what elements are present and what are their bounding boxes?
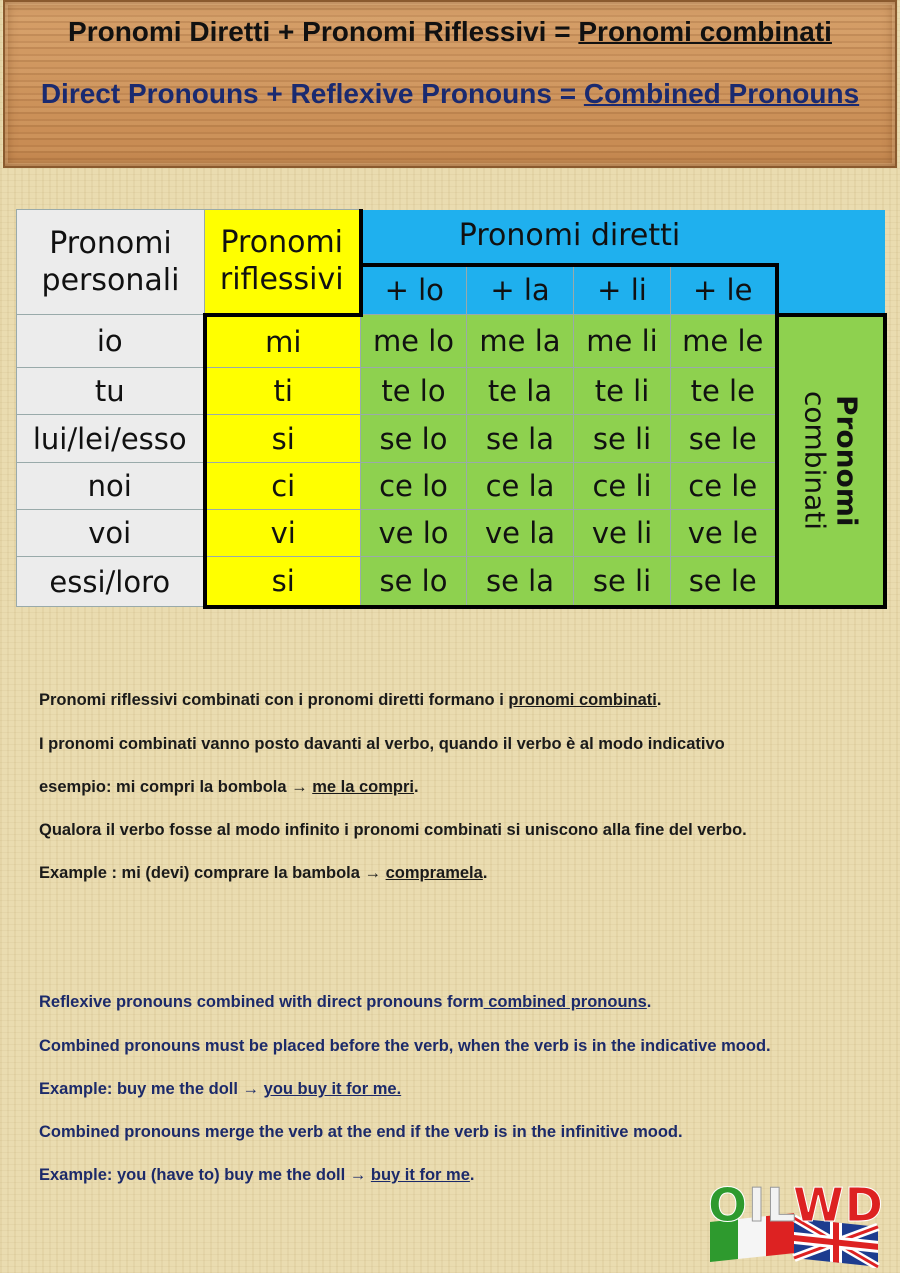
combo-cell: ve le <box>671 510 777 557</box>
personal-cell: noi <box>17 463 205 510</box>
english-link-combined-pronouns: combined pronouns <box>483 993 647 1011</box>
combo-cell: se lo <box>361 557 467 607</box>
english-paragraph-1: Reflexive pronouns combined with direct pronouns form combined pronouns. <box>39 993 652 1011</box>
pronoun-table <box>16 209 887 609</box>
title-italian: Pronomi Diretti + Pronomi Riflessivi = Pronomi combinati <box>68 16 832 47</box>
direct-sub-la: + la <box>467 265 574 315</box>
title-italian-underlined: Pronomi combinati <box>578 16 832 47</box>
combo-cell: te le <box>671 368 777 415</box>
combo-cell: ce lo <box>361 463 467 510</box>
side-label-combinati: Pronomi combinati <box>777 315 885 607</box>
combo-cell: se la <box>467 557 574 607</box>
combo-cell: ve lo <box>361 510 467 557</box>
italian-example-result: me la compri <box>312 778 415 796</box>
combo-cell: se le <box>671 557 777 607</box>
personal-cell: io <box>17 315 205 368</box>
english-example-result-2: buy it for me <box>370 1166 470 1184</box>
combo-cell: ve li <box>574 510 671 557</box>
oilwd-logo <box>706 1178 886 1268</box>
title-english-underlined: Combined Pronouns <box>583 78 860 109</box>
reflexive-cell: mi <box>205 315 361 368</box>
header-direct: Pronomi diretti <box>361 210 777 265</box>
title-english: Direct Pronouns + Reflexive Pronouns = Combined Pronouns <box>40 78 860 109</box>
combo-cell: te la <box>467 368 574 415</box>
reflexive-cell: vi <box>205 510 361 557</box>
combo-cell: ce li <box>574 463 671 510</box>
italian-example-result-2: compramela <box>385 864 483 882</box>
italian-paragraph-4: Qualora il verbo fosse al modo infinito i pronomi combinati si uniscono alla fine del verbo. <box>39 821 747 839</box>
combo-cell: me le <box>671 315 777 368</box>
combo-cell: ve la <box>467 510 574 557</box>
header-blank <box>777 210 885 315</box>
combo-cell: me li <box>574 315 671 368</box>
italian-link-pronomi-combinati: pronomi combinati <box>508 691 657 709</box>
english-paragraph-4: Combined pronouns merge the verb at the end if the verb is in the infinitive mood. <box>39 1123 683 1141</box>
italian-paragraph-3: esempio: mi compri la bombola → me la compri. <box>39 778 419 796</box>
combo-cell: se le <box>671 415 777 463</box>
combo-cell: se li <box>574 557 671 607</box>
header-personal: Pronomi personali <box>17 210 205 315</box>
reflexive-cell: si <box>205 415 361 463</box>
personal-cell: voi <box>17 510 205 557</box>
italian-paragraph-2: I pronomi combinati vanno posto davanti al verbo, quando il verbo è al modo indicativo <box>39 735 725 753</box>
combo-cell: se la <box>467 415 574 463</box>
logo-text: OILWD <box>708 1178 884 1232</box>
combo-cell: me lo <box>361 315 467 368</box>
combo-cell: ce la <box>467 463 574 510</box>
italian-paragraph-5: Example : mi (devi) comprare la bambola → compramela. <box>39 864 488 882</box>
italian-paragraph-1: Pronomi riflessivi combinati con i pronomi diretti formano i pronomi combinati. <box>39 691 662 709</box>
combo-cell: me la <box>467 315 574 368</box>
combo-cell: se lo <box>361 415 467 463</box>
english-example-result: you buy it for me. <box>263 1080 402 1098</box>
english-paragraph-5: Example: you (have to) buy me the doll → buy it for me. <box>39 1166 475 1184</box>
personal-cell: lui/lei/esso <box>17 415 205 463</box>
title-banner <box>3 0 897 168</box>
direct-sub-li: + li <box>574 265 671 315</box>
header-reflexive: Pronomi riflessivi <box>205 210 361 315</box>
reflexive-cell: si <box>205 557 361 607</box>
english-paragraph-3: Example: buy me the doll → you buy it for me. <box>39 1080 402 1098</box>
reflexive-cell: ti <box>205 368 361 415</box>
english-paragraph-2: Combined pronouns must be placed before the verb, when the verb is in the indicative mood. <box>39 1037 771 1055</box>
direct-sub-le: + le <box>671 265 777 315</box>
reflexive-cell: ci <box>205 463 361 510</box>
personal-cell: essi/loro <box>17 557 205 607</box>
personal-cell: tu <box>17 368 205 415</box>
combo-cell: ce le <box>671 463 777 510</box>
combo-cell: te lo <box>361 368 467 415</box>
combo-cell: te li <box>574 368 671 415</box>
combo-cell: se li <box>574 415 671 463</box>
direct-sub-lo: + lo <box>361 265 467 315</box>
